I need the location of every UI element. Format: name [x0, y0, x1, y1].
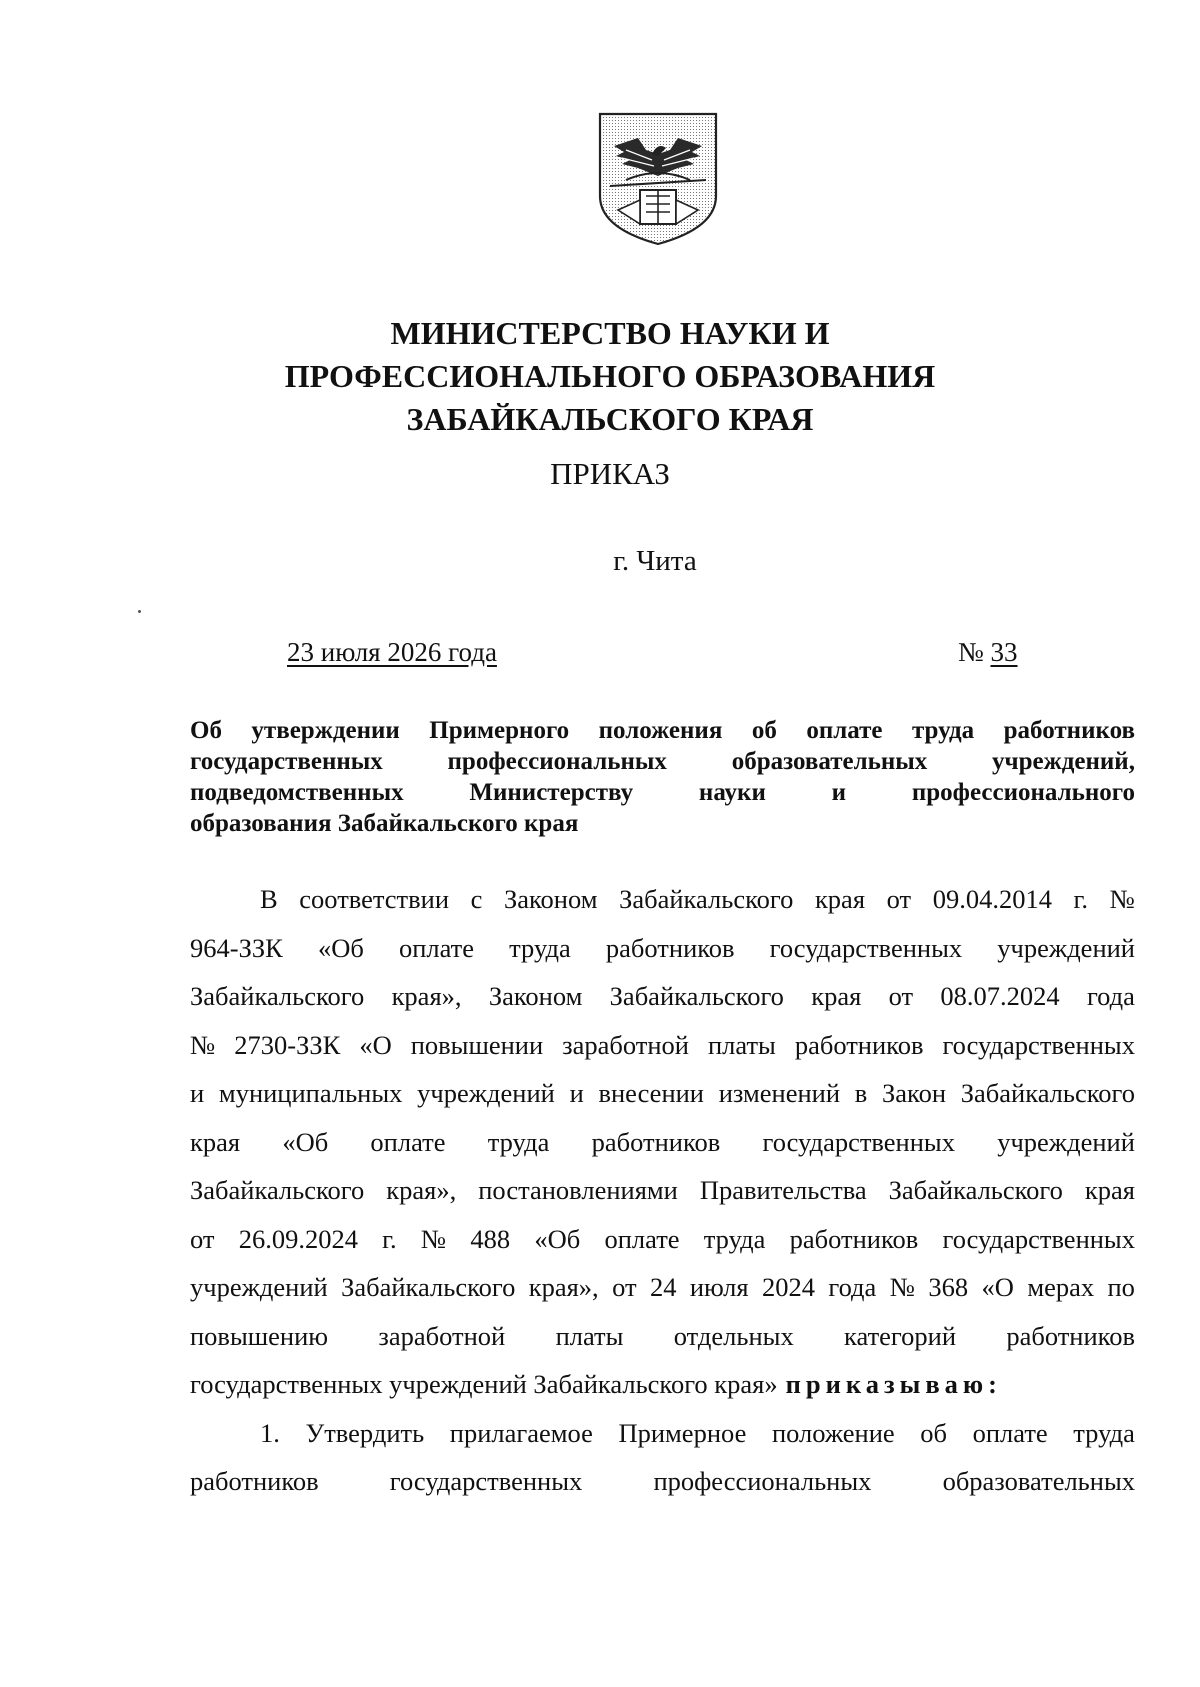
word: работников: [1003, 717, 1135, 744]
word: края»,: [386, 1175, 457, 1205]
word: 368: [928, 1272, 969, 1302]
order-number-prefix: №: [958, 637, 984, 667]
order-verb: приказываю:: [785, 1369, 1002, 1399]
word: категорий: [844, 1320, 956, 1351]
word: повышении: [410, 1029, 544, 1060]
word: заработной: [562, 1029, 689, 1060]
word: В: [260, 884, 278, 914]
word: работников: [605, 932, 735, 963]
word: профессиональных: [653, 1466, 872, 1496]
word: оплате: [806, 717, 883, 744]
word: государственных: [942, 1029, 1135, 1060]
ministry-name-line: МИНИСТЕРСТВО НАУКИ И: [390, 315, 830, 351]
word: труда: [703, 1223, 766, 1254]
word: 964-ЗЗК: [190, 932, 283, 963]
body-line: [190, 1118, 1135, 1167]
word: Министерству: [469, 779, 634, 806]
word: Правительства: [699, 1175, 867, 1205]
word: подведомственных: [190, 779, 404, 806]
word: учреждений: [417, 1078, 555, 1108]
order-subject-heading: [190, 715, 1135, 839]
body-line: [190, 1166, 1135, 1215]
word: Забайкальского: [190, 981, 365, 1011]
ministry-name: [250, 312, 970, 441]
item-line: [190, 1409, 1135, 1458]
word: «О: [359, 1029, 392, 1060]
word: работников: [794, 1029, 924, 1060]
word: «Об: [317, 932, 364, 963]
body-line: [190, 1069, 1135, 1118]
word: муниципальных: [218, 1078, 403, 1108]
subject-line: [190, 715, 1135, 746]
word: года: [828, 1272, 877, 1302]
word: мерах: [1027, 1272, 1095, 1302]
word: учреждений,: [992, 748, 1135, 775]
word: Закон: [882, 1078, 947, 1108]
word: июля: [689, 1272, 749, 1302]
word: Утвердить: [305, 1417, 425, 1448]
word: учреждений: [997, 932, 1135, 963]
word: края: [814, 884, 866, 914]
word: г.: [382, 1223, 397, 1254]
word: 24: [649, 1272, 677, 1302]
word: по: [1107, 1272, 1135, 1302]
word: внесении: [598, 1078, 704, 1108]
ministry-name-line: ПРОФЕССИОНАЛЬНОГО ОБРАЗОВАНИЯ: [284, 358, 936, 394]
word: «О: [981, 1272, 1014, 1302]
word: 2730-ЗЗК: [234, 1029, 341, 1060]
word: оплате: [604, 1223, 680, 1254]
word: Законом: [503, 884, 598, 914]
body-line: [190, 875, 1135, 924]
word: от: [190, 1223, 215, 1254]
word: с: [470, 884, 483, 914]
body-line: [190, 972, 1135, 1021]
word: и: [190, 1078, 205, 1108]
word: края: [190, 1126, 241, 1157]
word: 08.07.2024: [940, 981, 1060, 1011]
word: платы: [555, 1320, 624, 1351]
coat-of-arms-emblem: [596, 110, 720, 248]
word: профессионального: [911, 779, 1135, 806]
word: и: [569, 1078, 584, 1108]
word: утверждении: [251, 717, 400, 744]
word: заработной: [378, 1320, 506, 1351]
word: края: [1084, 1175, 1135, 1205]
word: науки: [698, 779, 766, 806]
city-name: г. Чита: [613, 545, 697, 577]
subject-line: [190, 777, 1135, 808]
body-line: [190, 924, 1135, 973]
word: Об: [190, 717, 222, 744]
word: труда: [1073, 1417, 1135, 1448]
word: от: [612, 1272, 637, 1302]
word: оплате: [972, 1417, 1048, 1448]
body-line: [190, 1021, 1135, 1070]
word: постановлениями: [478, 1175, 678, 1205]
word: соответствии: [299, 884, 450, 914]
word: края»,: [528, 1272, 599, 1302]
word: оплате: [370, 1126, 446, 1157]
word: Примерного: [429, 717, 570, 744]
word: 26.09.2024: [238, 1223, 358, 1254]
word: государственных: [190, 748, 383, 775]
word: положения: [598, 717, 723, 744]
body-line: [190, 1263, 1135, 1312]
word: положение: [771, 1417, 895, 1448]
word: работников: [190, 1466, 319, 1496]
word: в: [854, 1078, 868, 1108]
word: Забайкальского: [341, 1272, 516, 1302]
subject-line: [190, 746, 1135, 777]
subject-line: [190, 808, 1135, 839]
word: Законом: [488, 981, 583, 1011]
word: работников: [591, 1126, 721, 1157]
word: оплате: [398, 932, 475, 963]
word: учреждений: [997, 1126, 1135, 1157]
word: «Об: [282, 1126, 329, 1157]
word: №: [1109, 884, 1135, 914]
word: 09.04.2014: [932, 884, 1052, 914]
word: года: [1086, 981, 1135, 1011]
word: Забайкальского: [190, 1175, 365, 1205]
word: работников: [789, 1223, 919, 1254]
order-number-value: 33: [990, 637, 1018, 667]
body-line: [190, 1360, 1135, 1409]
word: об: [920, 1417, 948, 1448]
word: об: [751, 717, 777, 744]
word: образовательных: [731, 748, 928, 775]
word: 488: [470, 1223, 511, 1254]
body-line: [190, 1312, 1135, 1361]
closing-text: государственных учреждений Забайкальского края»: [190, 1369, 778, 1399]
word: «Об: [534, 1223, 581, 1254]
word: Забайкальского: [888, 1175, 1063, 1205]
word: от: [886, 884, 912, 914]
word: изменений: [718, 1078, 841, 1108]
order-body-text: [190, 875, 1135, 1506]
word: образования Забайкальского края: [190, 810, 579, 837]
word: платы: [707, 1029, 776, 1060]
word: государственных: [769, 932, 963, 963]
order-number: [958, 636, 1018, 668]
word: труда: [911, 717, 975, 744]
word: труда: [487, 1126, 550, 1157]
document-type-title: ПРИКАЗ: [550, 456, 670, 491]
word: №: [190, 1029, 216, 1060]
item-line: [190, 1457, 1135, 1506]
word: края»,: [391, 981, 462, 1011]
word: государственных: [942, 1223, 1135, 1254]
word: государственных: [762, 1126, 955, 1157]
word: Забайкальского: [960, 1078, 1135, 1108]
word: профессиональных: [447, 748, 667, 775]
word: отдельных: [673, 1320, 794, 1351]
word: №: [889, 1272, 915, 1302]
word: прилагаемое: [449, 1417, 593, 1448]
word: повышению: [190, 1320, 329, 1351]
word: Забайкальского: [609, 981, 784, 1011]
ministry-name-line: ЗАБАЙКАЛЬСКОГО КРАЯ: [406, 401, 814, 437]
order-date: 23 июля 2026 года: [287, 637, 497, 667]
word: 1.: [260, 1417, 280, 1448]
word: и: [831, 779, 847, 806]
word: труда: [509, 932, 571, 963]
body-line: [190, 1215, 1135, 1264]
word: образовательных: [942, 1466, 1135, 1496]
word: 2024: [761, 1272, 815, 1302]
word: №: [420, 1223, 447, 1254]
word: Забайкальского: [619, 884, 794, 914]
word: Примерное: [618, 1417, 747, 1448]
word: государственных: [389, 1466, 583, 1496]
scan-speck: [138, 610, 141, 613]
word: от: [888, 981, 914, 1011]
word: работников: [1006, 1320, 1135, 1351]
word: края: [811, 981, 862, 1011]
word: учреждений: [190, 1272, 328, 1302]
word: г.: [1073, 884, 1089, 914]
